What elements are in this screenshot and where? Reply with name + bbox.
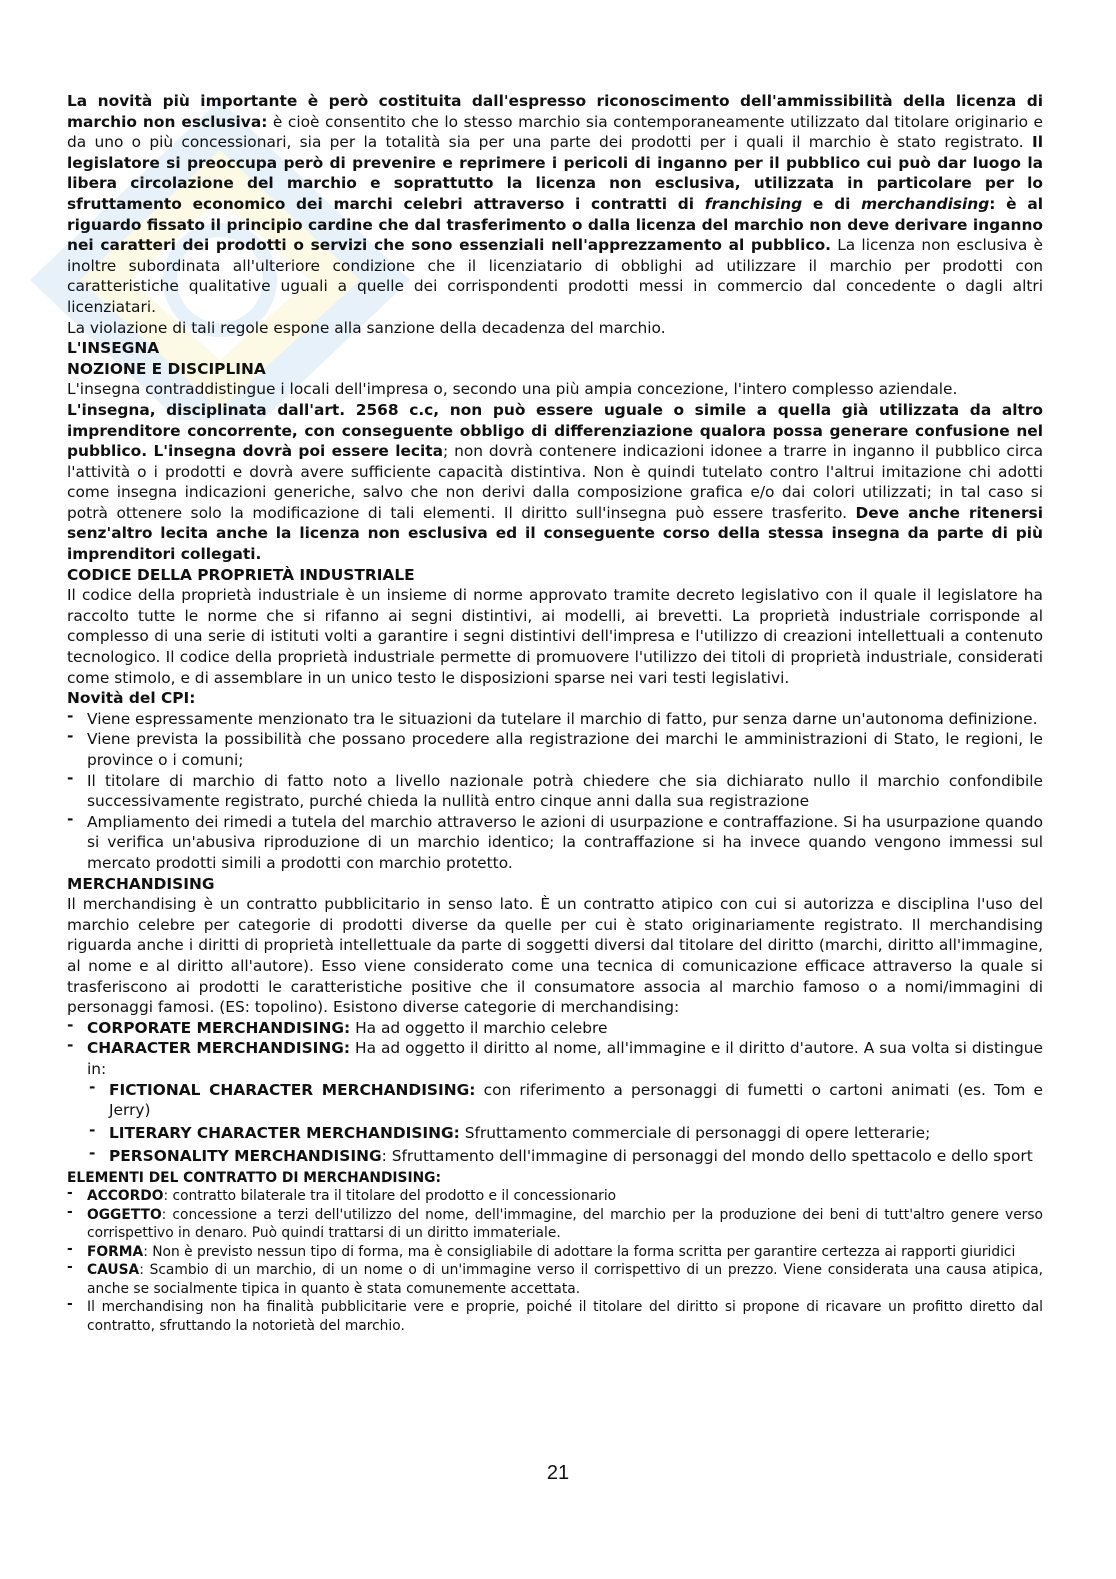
bold-text: Il legislatore si preoccupa però di prevenire e reprimere i pericoli di inganno per il pubblico cui può dar luogo la libera circolazione del marchio e soprattutto la licenza non esclusiva, utilizzata in particolare per lo sfruttamento economico dei marchi celebri attraverso i contratti di	[67, 133, 1043, 213]
bold-text: : è al riguardo fissato il principio cardine che dal trasferimento o dalla licenza del marchio non deve derivare inganno nei caratteri dei prodotti o servizi che sono essenziali nell'apprezzamento al pubblico.	[67, 194, 1044, 255]
list-item: - Ampliamento dei rimedi a tutela del marchio attraverso le azioni di usurpazione e contraffazione. Si ha usurpazione quando si verifica un'abusiva riproduzione di un marchio identico; la contraffazione si ha invece quando vengono immessi sul mercato prodotti simili a prodotti con marchio protetto.	[67, 812, 1043, 874]
item-text: : Non è previsto nessun tipo di forma, ma è consigliabile di adottare la forma scritta per garantire certezza ai rapporti giuridici	[143, 1243, 1016, 1260]
list-item: - Il titolare di marchio di fatto noto a livello nazionale potrà chiedere che sia dichiarato nullo il marchio confondibile successivamente registrato, purché chieda la nullità entro cinque anni dalla sua registrazione	[67, 771, 1043, 812]
list-item	[89, 1123, 1043, 1144]
item-label: OGGETTO	[87, 1206, 162, 1223]
list-item: - Viene espressamente menzionato tra le situazioni da tutelare il marchio di fatto, pur senza darne un'autonoma definizione.	[67, 709, 1043, 730]
item-label: CHARACTER MERCHANDISING:	[87, 1039, 351, 1058]
list-categorie-merchandising	[67, 1018, 1043, 1080]
list-item	[67, 1187, 1043, 1206]
list-item	[67, 1018, 1043, 1039]
list-sottocategorie-character	[67, 1080, 1043, 1167]
item-text: : Scambio di un marchio, di un nome o di un'immagine verso il corrispettivo di un prezzo. Viene considerata una causa atipica, anche se socialmente tipica in quanto è stata comunemente accettata.	[87, 1262, 1043, 1297]
paragraph-insegna-definizione: L'insegna contraddistingue i locali dell'impresa o, secondo una più ampia concezione, l'intero complesso aziendale.	[67, 380, 958, 399]
item-text: : contratto bilaterale tra il titolare del prodotto e il concessionario	[163, 1188, 617, 1205]
list-item	[67, 1206, 1043, 1243]
text: ; non dovrà contenere indicazioni idonee a trarre in inganno il pubblico circa l'attività o i prodotti e dovrà avere sufficiente capacità distintiva. Non è quindi tutelato contro l'altrui imitazione chi adotti come insegna indicazioni generiche, salvo che non derivi dalla composizione grafica e/o dai colori utilizzati; in tal caso si potrà ottenere solo la modificazione di tali elementi. Il diritto sull'insegna può essere trasferito.	[67, 442, 1043, 522]
bold-text: Deve anche ritenersi senz'altro lecita anche la licenza non esclusiva ed il conseguente corso della stessa insegna da parte di più imprenditori collegati.	[67, 503, 1043, 564]
heading-merchandising: MERCHANDISING	[67, 874, 215, 893]
list-item	[67, 1261, 1043, 1298]
document-page	[67, 91, 1043, 1335]
list-item	[67, 1298, 1043, 1335]
paragraph-licenza-non-esclusiva	[67, 91, 1043, 318]
heading-elementi-contratto: ELEMENTI DEL CONTRATTO DI MERCHANDISING:	[67, 1169, 441, 1186]
item-text: Ha ad oggetto il diritto al nome, all'immagine e il diritto d'autore. A sua volta si distingue in:	[87, 1039, 1043, 1078]
list-item	[89, 1080, 1043, 1121]
bold-text: e di	[802, 194, 862, 213]
bold-text: La novità più importante è però costituita dall'espresso riconoscimento dell'ammissibilità della licenza di marchio non esclusiva:	[67, 92, 1043, 131]
item-text: Il merchandising non ha finalità pubblicitarie vere e proprie, poiché il titolare del diritto si propone di ricavare un profitto diretto dal contratto, sfruttando la notorietà del marchio.	[87, 1299, 1043, 1334]
item-label: CAUSA	[87, 1262, 140, 1279]
item-text: : Sfruttamento dell'immagine di personaggi del mondo dello spettacolo e dello sport	[381, 1147, 1033, 1166]
paragraph-insegna-disciplina	[67, 400, 1043, 565]
item-text: : concessione a terzi dell'utilizzo del nome, dell'immagine, del marchio per la produzione dei beni di tutt'altro genere verso corrispettivo in denaro. Può quindi trattarsi di un diritto immateriale.	[87, 1206, 1043, 1242]
list-novita-cpi	[67, 709, 1043, 874]
bold-italic-text: franchising	[704, 194, 803, 213]
bold-text: L'insegna, disciplinata dall'art. 2568 c.c, non può essere uguale o simile a quella già utilizzata da altro imprenditore concorrente, con conseguente obbligo di differenziazione qualora possa generare confusione nel pubblico. L'insegna dovrà poi essere lecita	[67, 400, 1043, 461]
list-item	[67, 1243, 1043, 1262]
list-item: - Viene prevista la possibilità che possano procedere alla registrazione dei marchi le amministrazioni di Stato, le regioni, le province o i comuni;	[67, 729, 1043, 770]
paragraph-violazione: La violazione di tali regole espone alla sanzione della decadenza del marchio.	[67, 318, 666, 337]
list-item	[67, 1038, 1043, 1079]
heading-codice-proprieta: CODICE DELLA PROPRIETÀ INDUSTRIALE	[67, 565, 415, 584]
item-label: CORPORATE MERCHANDISING:	[87, 1018, 351, 1037]
list-elementi-contratto	[67, 1187, 1043, 1335]
text: La licenza non esclusiva è inoltre subordinata all'ulteriore condizione che il licenziatario di obblighi ad utilizzare il marchio per prodotti con caratteristiche qualitative uguali a quelle dei corrispondenti prodotti messi in commercio dal concedente o dagli altri licenziatari.	[67, 236, 1043, 316]
item-text: Ha ad oggetto il marchio celebre	[350, 1018, 608, 1037]
paragraph-codice-proprieta: Il codice della proprietà industriale è un insieme di norme approvato tramite decreto legislativo con il quale il legislatore ha raccolto tutte le norme che si rifanno ai segni distintivi, ai modelli, ai brevetti. La proprietà industriale corrisponde al complesso di una serie di istituti volti a garantire i segni distintivi dell'impresa e l'utilizzo di creazioni intellettuali a contenuto tecnologico. Il codice della proprietà industriale permette di promuovere l'utilizzo dei titoli di proprietà industriale, considerati come stimolo, e di assemblare in un unico testo le disposizioni sparse nei vari testi legislativi.	[67, 586, 1043, 687]
list-item	[89, 1146, 1043, 1167]
heading-nozione-disciplina: NOZIONE E DISCIPLINA	[67, 359, 266, 378]
bold-italic-text: merchandising	[861, 194, 990, 213]
item-label: FORMA	[87, 1243, 144, 1260]
heading-novita-cpi: Novità del CPI:	[67, 689, 196, 708]
item-label: LITERARY CHARACTER MERCHANDISING:	[109, 1123, 460, 1142]
heading-insegna: L'INSEGNA	[67, 339, 160, 358]
item-text: Sfruttamento commerciale di personaggi di opere letterarie;	[459, 1123, 931, 1142]
paragraph-merchandising: Il merchandising è un contratto pubblicitario in senso lato. È un contratto atipico con cui si autorizza e disciplina l'uso del marchio celebre per categorie di prodotti diverse da quelle per cui è stato originariamente registrato. Il merchandising riguarda anche i diritti di proprietà intellettuale da parte di soggetti diversi dal titolare del diritto (marchi, diritto all'immagine, al nome e al diritto all'autore). Esso viene considerato come una tecnica di comunicazione efficace attraverso la quale si trasferiscono ai prodotti le caratteristiche positive che il consumatore associa al marchio famoso o a nomi/immagini di personaggi famosi. (ES: topolino). Esistono diverse categorie di merchandising:	[67, 895, 1043, 1017]
text: è cioè consentito che lo stesso marchio sia contemporaneamente utilizzato dal titolare originario e da uno o più concessionari, sia per la totalità sia per una parte dei prodotti per i quali il marchio è stato registrato.	[67, 112, 1044, 152]
item-text: con riferimento a personaggi di fumetti o cartoni animati (es. Tom e Jerry)	[109, 1080, 1043, 1120]
page-number: 21	[546, 1462, 570, 1484]
item-label: PERSONALITY MERCHANDISING	[109, 1147, 382, 1166]
item-label: ACCORDO	[87, 1188, 164, 1205]
item-label: FICTIONAL CHARACTER MERCHANDISING:	[109, 1080, 476, 1099]
